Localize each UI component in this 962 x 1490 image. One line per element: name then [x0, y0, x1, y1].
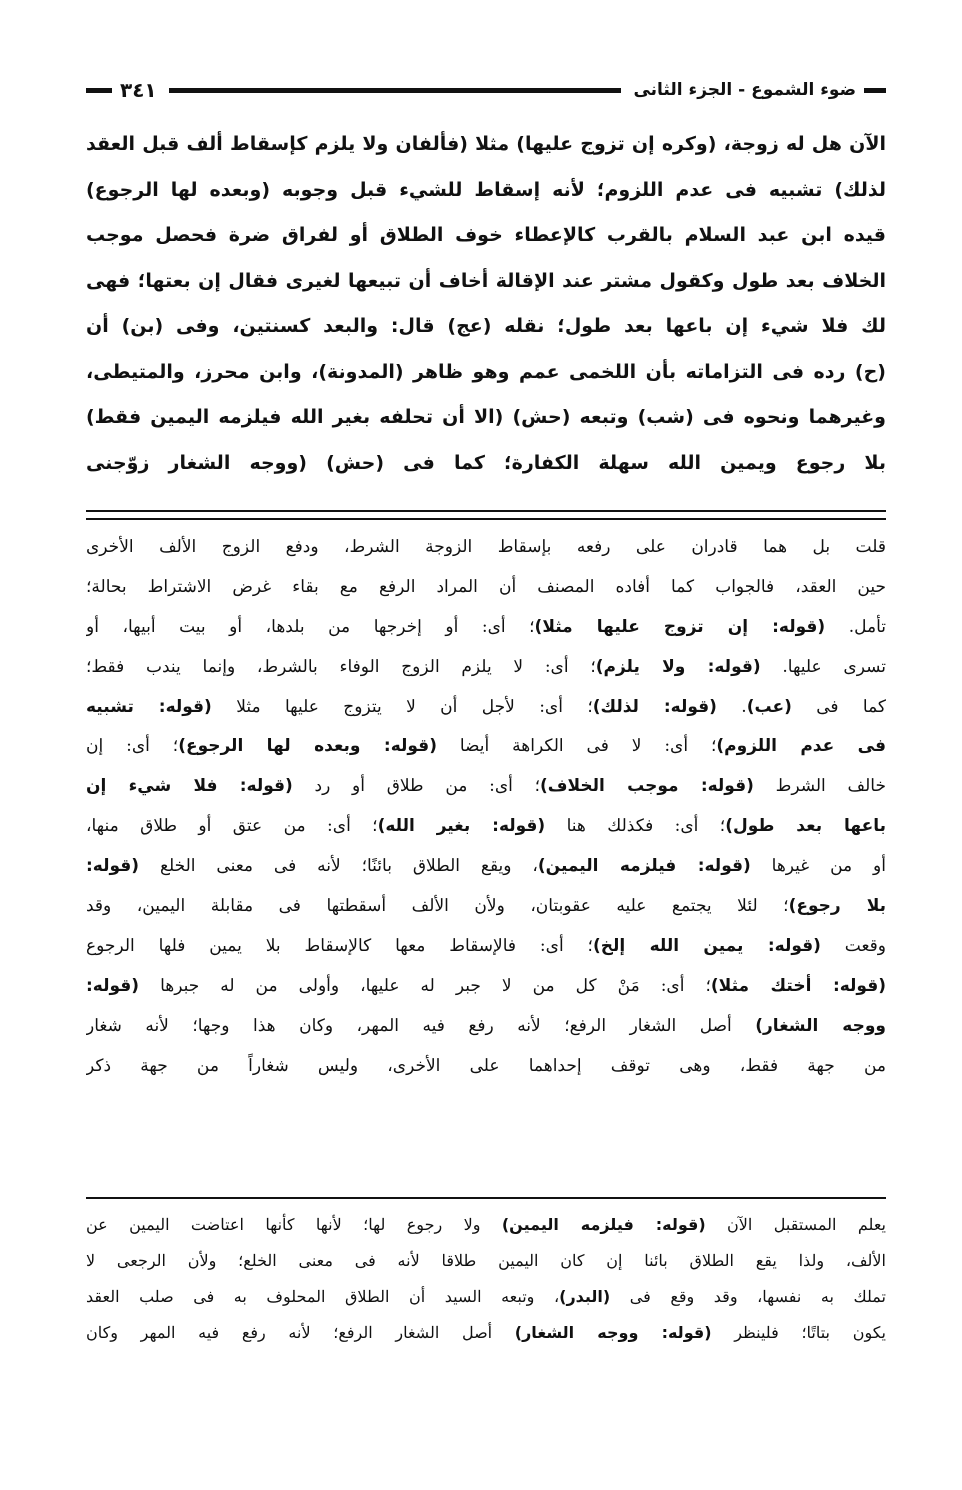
commentary-line [86, 887, 886, 927]
text-segment: ، ويقع الطلاق بائنًا؛ لأنه فى معنى الخلع [139, 856, 538, 877]
text-segment: ؛ أى: من طلاق أو رد [292, 776, 540, 797]
quoted-phrase: (قوله: فيلزمه اليمين) [537, 856, 751, 877]
text-segment: يكون بتاتًا؛ فلينظر [711, 1323, 886, 1342]
text-segment: حين العقد، فالجواب كما أفاده المصنف أن المراد الرفع مع بقاء غرض الاشتراط بحالة؛ [86, 576, 886, 597]
quoted-phrase: (قوله: وبعده لها الرجوع) [178, 736, 437, 757]
commentary-line [86, 688, 886, 728]
text-segment: تأمل. [825, 616, 886, 637]
main-text [86, 122, 886, 486]
commentary-text [86, 528, 886, 1086]
text-segment: أصل الشغار الرفع؛ لأنه رفع فيه المهر، وكان هذا وجها؛ لأنه شغار [86, 1015, 756, 1036]
text-segment: ؛ أى: إن [86, 736, 179, 757]
commentary-line [86, 648, 886, 688]
quoted-phrase: (قوله: فلا شيء إن [86, 776, 293, 797]
text-segment: ؛ لئلا يجتمع عليه عقوبتان، ولأن الألف أسقطتها فى مقابلة اليمين، وقد [86, 896, 789, 917]
text-segment: الألف، ولذا يقع الطلاق بائنا إن كان اليمين طلاقا لأنه فى معنى الخلع؛ ولأن الرجعى لا [86, 1251, 886, 1270]
text-segment: تملك به نفسها، وقد وقع فى [610, 1287, 886, 1306]
text-segment: ؛ أى: فالإسقاط معها كالإسقاط بلا يمين فلها الرجوع [86, 935, 593, 956]
quoted-phrase: (قوله: لذلك) [592, 696, 717, 717]
quoted-phrase: (قوله: [86, 975, 140, 996]
quoted-phrase: (قوله: إن تزوج عليها مثلا) [534, 616, 826, 637]
book-page [86, 70, 886, 1460]
quoted-phrase: (قوله: فيلزمه اليمين) [501, 1215, 706, 1234]
text-segment: ؛ أى: من عتق أو طلاق منها، [86, 816, 378, 837]
commentary-line [86, 767, 886, 807]
text-segment: ؛ أى: فكذلك هنا [545, 816, 726, 837]
main-text-line: الآن هل له زوجة، (وكره إن تزوج عليها) مثلا (فألفان ولا يلزم كإسقاط ألف قبل العقد [86, 133, 886, 155]
header-dash-right [864, 88, 886, 93]
quoted-phrase: (عب) [746, 696, 792, 717]
main-text-line: بلا رجوع ويمين الله سهلة الكفارة؛ كما فى (حش) (ووجه الشغار زوّجنى [86, 451, 886, 474]
double-divider [86, 510, 886, 520]
book-title: ضوء الشموع - الجزء الثانى [633, 80, 856, 100]
text-segment: ولا رجوع لها؛ لأنها كأنها اعتاضت اليمين عن [86, 1215, 502, 1234]
text-segment: أصل الشغار الرفع؛ لأنه رفع فيه المهر وكان [86, 1323, 515, 1342]
commentary-line [86, 927, 886, 967]
text-segment: ؛ أى: أو إخرجها من بلدها، أو بيت أبيها، أو [86, 616, 535, 637]
quoted-phrase: (قوله: [86, 856, 140, 877]
commentary-line [86, 727, 886, 767]
text-segment: ؛ أى: لا فى الكراهة أيضا [436, 736, 717, 757]
commentary-line [86, 608, 886, 648]
footnote-line [86, 1279, 886, 1315]
text-segment: وقعت [820, 935, 886, 956]
footnote-divider [86, 1197, 886, 1199]
main-text-line: قيده ابن عبد السلام بالقرب كالإعطاء خوف الطلاق أو لفراق ضرة فحصل موجب [86, 224, 886, 246]
text-segment: ؛ أى: لا يلزم الزوج الوفاء بالشرط، وإنما يندب فقط؛ [86, 656, 596, 677]
commentary-line [86, 1007, 886, 1047]
main-text-line: لك فلا شيء إن باعها بعد طول؛ نقله (عج) قال: والبعد كسنتين، وفى (بن) أن [86, 315, 886, 337]
main-text-line: لذلك) تشبيه فى عدم اللزوم؛ لأنه إسقاط للشيء قبل وجوبه (وبعده لها الرجوع) [86, 178, 886, 201]
quoted-phrase: ووجه الشغار) [755, 1015, 886, 1036]
quoted-phrase: (قوله: موجب الخلاف) [540, 776, 754, 797]
footnote-line [86, 1207, 886, 1243]
footnote-line [86, 1243, 886, 1279]
quoted-phrase: (قوله: أختك مثلا) [710, 975, 886, 996]
text-segment: تسرى عليها. [760, 656, 886, 677]
text-segment: ، وتبعه السيد أن الطلاق المحلوف به فى صلب العقد [86, 1287, 560, 1306]
text-segment: كما فى [791, 696, 886, 717]
footnote-text [86, 1207, 886, 1351]
commentary-line [86, 807, 886, 847]
text-segment: قلت بل هما قادران على رفعه بإسقاط الزوجة الشرط، ودفع الزوج الألف الأخرى [86, 537, 886, 557]
quoted-phrase: فى عدم اللزوم) [716, 736, 886, 757]
quoted-phrase: (قوله: تشبيه [86, 696, 212, 717]
main-text-line: (ح) رده فى التزاماته بأن اللخمى عمم وهو ظاهر (المدونة)، وابن محرز، والمتيطى، [86, 360, 886, 383]
quoted-phrase: (قوله: بغير الله) [377, 816, 546, 837]
main-text-line: الخلاف بعد طول وكقول مشتر عند الإقالة أخاف أن تبيعها لغيرى فقال إن بعتها؛ فهى [86, 269, 886, 292]
quoted-phrase: (قوله: يمين الله إلخ) [592, 935, 821, 956]
text-segment: ؛ أى: مَنْ كل من لا جبر له عليها، وأولى من له جبرها [139, 975, 711, 996]
quoted-phrase: بلا رجوع) [788, 896, 886, 917]
text-segment: يعلم المستقبل الآن [705, 1215, 886, 1234]
header-dash-left [86, 88, 112, 93]
page-number: ٣٤١ [120, 78, 157, 102]
page-header [86, 70, 886, 110]
text-segment: ؛ أى: لأجل أن لا يتزوج عليها مثلا [211, 696, 593, 717]
commentary-line [86, 1047, 886, 1087]
commentary-line [86, 847, 886, 887]
quoted-phrase: (البدر) [559, 1287, 611, 1306]
text-segment: خالف الشرط [753, 776, 886, 797]
quoted-phrase: باعها بعد طول) [725, 816, 886, 837]
text-segment: من جهة فقط، وهى توقف إحداهما على الأخرى، وليس شغاراً من جهة ذكر [86, 1055, 886, 1076]
text-segment: أو من غيرها [750, 856, 886, 877]
header-rule [169, 88, 622, 93]
commentary-line [86, 528, 886, 568]
quoted-phrase: (قوله: ووجه الشغار) [514, 1323, 712, 1342]
commentary-line [86, 568, 886, 608]
text-segment: . [716, 696, 747, 717]
commentary-line [86, 967, 886, 1007]
main-text-line: وغيرهما ونحوه فى (شب) وتبعه (حش) (الا أن تحلفه بغير الله فيلزمه اليمين فقط) [86, 406, 886, 428]
footnote-line [86, 1315, 886, 1351]
quoted-phrase: (قوله: ولا يلزم) [595, 656, 761, 677]
